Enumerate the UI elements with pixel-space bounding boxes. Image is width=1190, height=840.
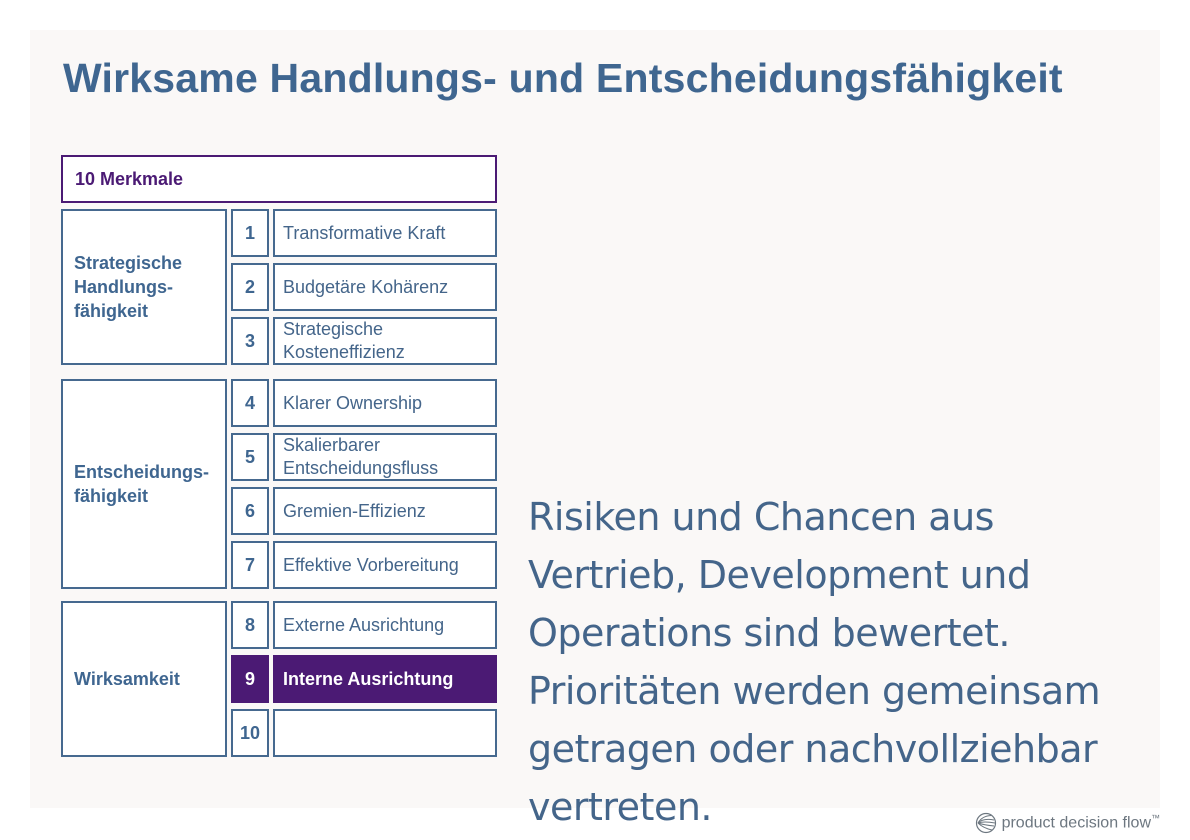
item-transformative-kraft[interactable] [273, 209, 497, 257]
item-number-3: 3 [231, 317, 269, 365]
brand-logo [975, 812, 1160, 834]
item-number-1: 1 [231, 209, 269, 257]
item-effektive-vorbereitung[interactable] [273, 541, 497, 589]
group-entscheidungsfaehigkeit [61, 379, 227, 589]
item-label: Strategische Kosteneffizienz [283, 319, 405, 362]
item-strategische-kosteneffizienz[interactable] [273, 317, 497, 365]
item-interne-ausrichtung[interactable] [273, 655, 497, 703]
merkmale-header: 10 Merkmale [61, 155, 497, 203]
item-label: Skalierbarer Entscheidungsfluss [283, 435, 439, 478]
item-label: Transformative Kraft [283, 222, 446, 243]
item-number-7: 7 [231, 541, 269, 589]
spiral-logo-icon [975, 812, 997, 834]
item-description: Risiken und Chancen aus Vertrieb, Development und Operations sind bewertet. Prioritäten werden gemeinsam getragen oder nachvollziehbar vertreten. [528, 495, 1101, 829]
item-gremien-effizienz[interactable] [273, 487, 497, 535]
brand-name [1002, 813, 1160, 832]
item-label: Klarer Ownership [283, 392, 423, 413]
group-label: Entscheidungs- fähigkeit [74, 462, 210, 506]
brand-name-text: product decision flow [1001, 814, 1151, 832]
item-empty-10[interactable] [273, 709, 497, 757]
group-label: Wirksamkeit [74, 669, 180, 689]
item-label: Effektive Vorbereitung [283, 554, 459, 575]
item-label: Externe Ausrichtung [283, 614, 445, 635]
item-number-2: 2 [231, 263, 269, 311]
item-klarer-ownership[interactable] [273, 379, 497, 427]
item-number-8: 8 [231, 601, 269, 649]
group-label: Strategische Handlungs- fähigkeit [74, 253, 183, 321]
item-number-10: 10 [231, 709, 269, 757]
item-number-4: 4 [231, 379, 269, 427]
item-label: Gremien-Effizienz [283, 500, 426, 521]
item-skalierbarer-entscheidungsfluss[interactable] [273, 433, 497, 481]
group-wirksamkeit [61, 601, 227, 757]
item-number-9: 9 [231, 655, 269, 703]
item-label: Budgetäre Kohärenz [283, 276, 449, 297]
trademark-mark: ™ [1151, 813, 1160, 824]
item-number-5: 5 [231, 433, 269, 481]
item-label: Interne Ausrichtung [283, 668, 454, 689]
item-budgetaere-kohaerenz[interactable] [273, 263, 497, 311]
page-title: Wirksame Handlungs- und Entscheidungsfähigkeit [63, 55, 1063, 101]
group-strategische-handlungsfaehigkeit [61, 209, 227, 365]
item-number-6: 6 [231, 487, 269, 535]
item-externe-ausrichtung[interactable] [273, 601, 497, 649]
